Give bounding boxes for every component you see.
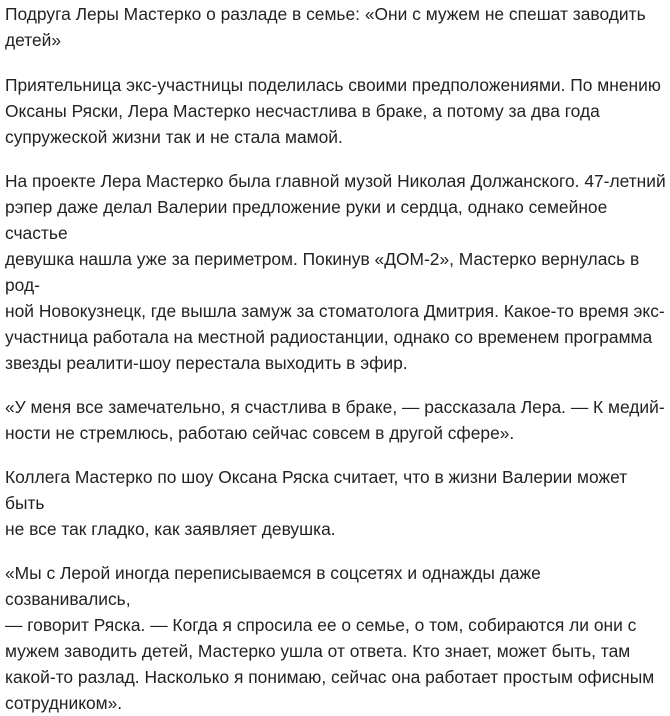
paragraph-5-quote [5,560,667,716]
spacer [5,150,667,168]
text-line: На проекте Лера Мастерко была главной музой Николая Должанского. 47-летний [5,171,666,191]
text-line: звезды реалити-шоу перестала выходить в эфир. [5,353,408,373]
text-line: сотрудником». [5,693,123,713]
text-line: не все так гладко, как заявляет девушка. [5,519,336,539]
paragraph-1 [5,72,667,150]
article-title [5,0,667,53]
text-line: девушка нашла уже за периметром. Покинув «ДОМ-2», Мастерко вернулась в род- [5,249,640,295]
title-line: детей» [5,30,62,50]
text-line: «У меня все замечательно, я счастлива в браке, — рассказала Лера. — К медий- [5,397,665,417]
text-line: — говорит Ряска. — Когда я спросила ее о семье, о том, собираются ли они с [5,615,637,635]
article [5,0,667,716]
spacer [5,376,667,394]
text-line: рэпер даже делал Валерии предложение руки и сердца, однако семейное счастье [5,197,608,243]
text-line: ной Новокузнецк, где вышла замуж за стоматолога Дмитрия. Какое-то время экс- [5,301,665,321]
text-line: супружеской жизни так и не стала мамой. [5,127,343,147]
spacer [5,53,667,72]
spacer [5,446,667,464]
paragraph-4 [5,464,667,542]
text-line: участница работала на местной радиостанции, однако со временем программа [5,327,653,347]
text-line: Приятельница экс-участницы поделилась своими предположениями. По мнению [5,75,661,95]
text-line: ности не стремлюсь, работаю сейчас совсем в другой сфере». [5,423,515,443]
title-line: Подруга Леры Мастерко о разладе в семье: «Они с мужем не спешат заводить [5,4,646,24]
spacer [5,542,667,560]
paragraph-2 [5,168,667,376]
text-line: Оксаны Ряски, Лера Мастерко несчастлива в браке, а потому за два года [5,101,600,121]
text-line: «Мы с Лерой иногда переписываемся в соцсетях и однажды даже созванивались, [5,563,541,609]
paragraph-3-quote [5,394,667,446]
text-line: Коллега Мастерко по шоу Оксана Ряска считает, что в жизни Валерии может быть [5,467,628,513]
text-line: мужем заводить детей, Мастерко ушла от ответа. Кто знает, может быть, там [5,641,631,661]
text-line: какой-то разлад. Насколько я понимаю, сейчас она работает простым офисным [5,667,655,687]
